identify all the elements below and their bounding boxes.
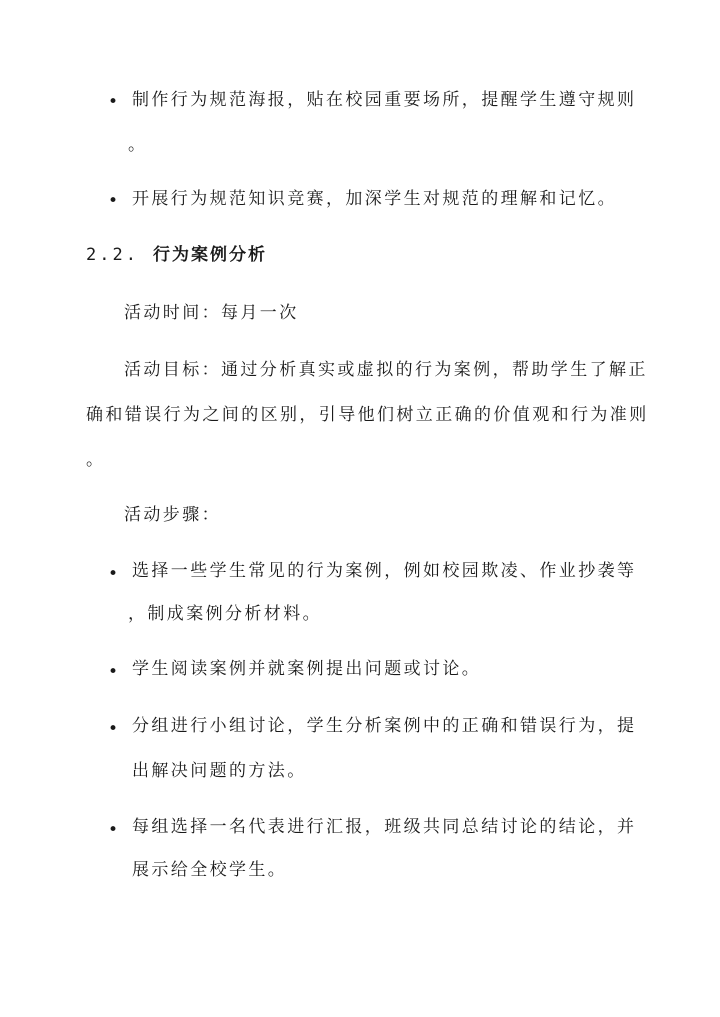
activity-goal-line-3: 。 — [86, 450, 106, 470]
activity-goal-line-1: 活动目标：通过分析真实或虚拟的行为案例，帮助学生了解正 — [124, 360, 648, 380]
section-heading — [86, 243, 267, 267]
bullet-marker: • — [108, 564, 119, 584]
bullet-marker: • — [108, 662, 119, 682]
activity-steps-label: 活动步骤： — [124, 505, 221, 525]
list-item-continuation: 。 — [128, 135, 148, 155]
activity-goal-line-2: 确和错误行为之间的区别，引导他们树立正确的价值观和行为准则 — [86, 405, 649, 425]
section-number: 2.2. — [86, 245, 139, 265]
bullet-marker: • — [108, 820, 119, 840]
list-item-continuation: 出解决问题的方法。 — [132, 761, 307, 781]
list-item: 制作行为规范海报，贴在校园重要场所，提醒学生遵守规则 — [132, 90, 637, 110]
list-item: 分组进行小组讨论，学生分析案例中的正确和错误行为，提 — [132, 716, 637, 736]
list-item-continuation: ，制成案例分析材料。 — [128, 604, 322, 624]
bullet-marker: • — [108, 92, 119, 112]
list-item: 开展行为规范知识竞赛，加深学生对规范的理解和记忆。 — [132, 189, 617, 209]
section-title: 行为案例分析 — [152, 245, 267, 265]
list-item: 选择一些学生常见的行为案例，例如校园欺凌、作业抄袭等 — [132, 561, 637, 581]
activity-time: 活动时间：每月一次 — [124, 303, 299, 323]
list-item: 每组选择一名代表进行汇报，班级共同总结讨论的结论，并 — [132, 817, 637, 837]
bullet-marker: • — [108, 191, 119, 211]
bullet-marker: • — [108, 719, 119, 739]
list-item-continuation: 展示给全校学生。 — [132, 860, 288, 880]
list-item: 学生阅读案例并就案例提出问题或讨论。 — [132, 659, 482, 679]
